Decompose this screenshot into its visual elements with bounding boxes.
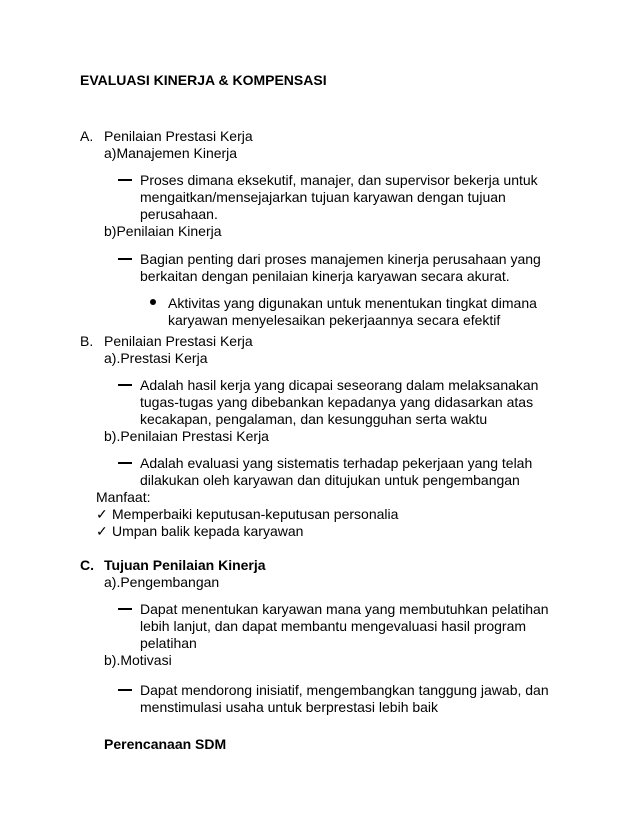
manfaat-item-1: Memperbaiki keputusan-keputusan personalia	[112, 506, 399, 522]
dash-marker	[118, 689, 132, 691]
section-b-sub-b-line-1: Adalah evaluasi yang sistematis terhadap pekerjaan yang telah	[140, 455, 533, 471]
section-a-marker: A.	[80, 128, 94, 144]
section-b-sub-b: b).Penilaian Prestasi Kerja	[104, 428, 269, 444]
dash-marker	[118, 258, 132, 260]
bullet-dot	[150, 299, 156, 305]
section-a-sub-a-line-1: Proses dimana eksekutif, manajer, dan supervisor bekerja untuk	[140, 172, 538, 188]
section-c-sub-b-line-1: Dapat mendorong inisiatif, mengembangkan tanggung jawab, dan	[140, 682, 549, 698]
manfaat-item-2: Umpan balik kepada karyawan	[112, 523, 304, 539]
section-b-sub-a-line-1: Adalah hasil kerja yang dicapai seseorang dalam melaksanakan	[140, 377, 539, 393]
dash-marker	[118, 179, 132, 181]
section-c-sub-b: b).Motivasi	[104, 652, 172, 668]
section-b-heading: Penilaian Prestasi Kerja	[104, 333, 253, 349]
section-c-marker: C.	[80, 557, 94, 573]
section-c-sub-b-line-2: menstimulasi usaha untuk berprestasi lebih baik	[140, 699, 439, 715]
section-b-sub-b-line-2: dilakukan oleh karyawan dan ditujukan untuk pengembangan	[140, 472, 520, 488]
section-c-sub-a-line-2: lebih lanjut, dan dapat membantu mengevaluasi hasil program	[140, 618, 527, 634]
section-a-sub-a: a)Manajemen Kinerja	[104, 145, 238, 161]
section-b-sub-a: a).Prestasi Kerja	[104, 350, 208, 366]
section-c-sub-a-line-3: pelatihan	[140, 635, 197, 651]
section-a-heading: Penilaian Prestasi Kerja	[104, 128, 253, 144]
section-a-sub-a-line-3: perusahaan.	[140, 206, 218, 222]
section-a-sub-b-line-2: berkaitan dengan penilaian kinerja karyawan secara akurat.	[140, 268, 510, 284]
dash-marker	[118, 384, 132, 386]
section-a-bullet-line-2: karyawan menyelesaikan pekerjaannya secara efektif	[168, 312, 501, 328]
section-c-heading: Tujuan Penilaian Kinerja	[104, 557, 266, 573]
section-c-sub-a-line-1: Dapat menentukan karyawan mana yang membutuhkan pelatihan	[140, 601, 549, 617]
check-icon: ✓	[96, 523, 108, 539]
section-a-bullet-line-1: Aktivitas yang digunakan untuk menentukan tingkat dimana	[168, 295, 537, 311]
section-a-sub-a-line-2: mengaitkan/mensejajarkan tujuan karyawan dengan tujuan	[140, 189, 506, 205]
section-c-sub-a: a).Pengembangan	[104, 574, 220, 590]
perencanaan-sdm-heading: Perencanaan SDM	[104, 736, 227, 752]
section-b-sub-a-line-2: tugas-tugas yang dibebankan kepadanya yang didasarkan atas	[140, 394, 534, 410]
section-b-sub-a-line-3: kecakapan, pengalaman, dan kesungguhan serta waktu	[140, 411, 488, 427]
section-a-sub-b-line-1: Bagian penting dari proses manajemen kinerja perusahaan yang	[140, 251, 541, 267]
dash-marker	[118, 462, 132, 464]
manfaat-label: Manfaat:	[96, 489, 151, 505]
check-icon: ✓	[96, 506, 108, 522]
section-b-marker: B.	[80, 333, 94, 349]
dash-marker	[118, 608, 132, 610]
section-a-sub-b: b)Penilaian Kinerja	[104, 223, 222, 239]
document-title: EVALUASI KINERJA & KOMPENSASI	[80, 72, 327, 88]
